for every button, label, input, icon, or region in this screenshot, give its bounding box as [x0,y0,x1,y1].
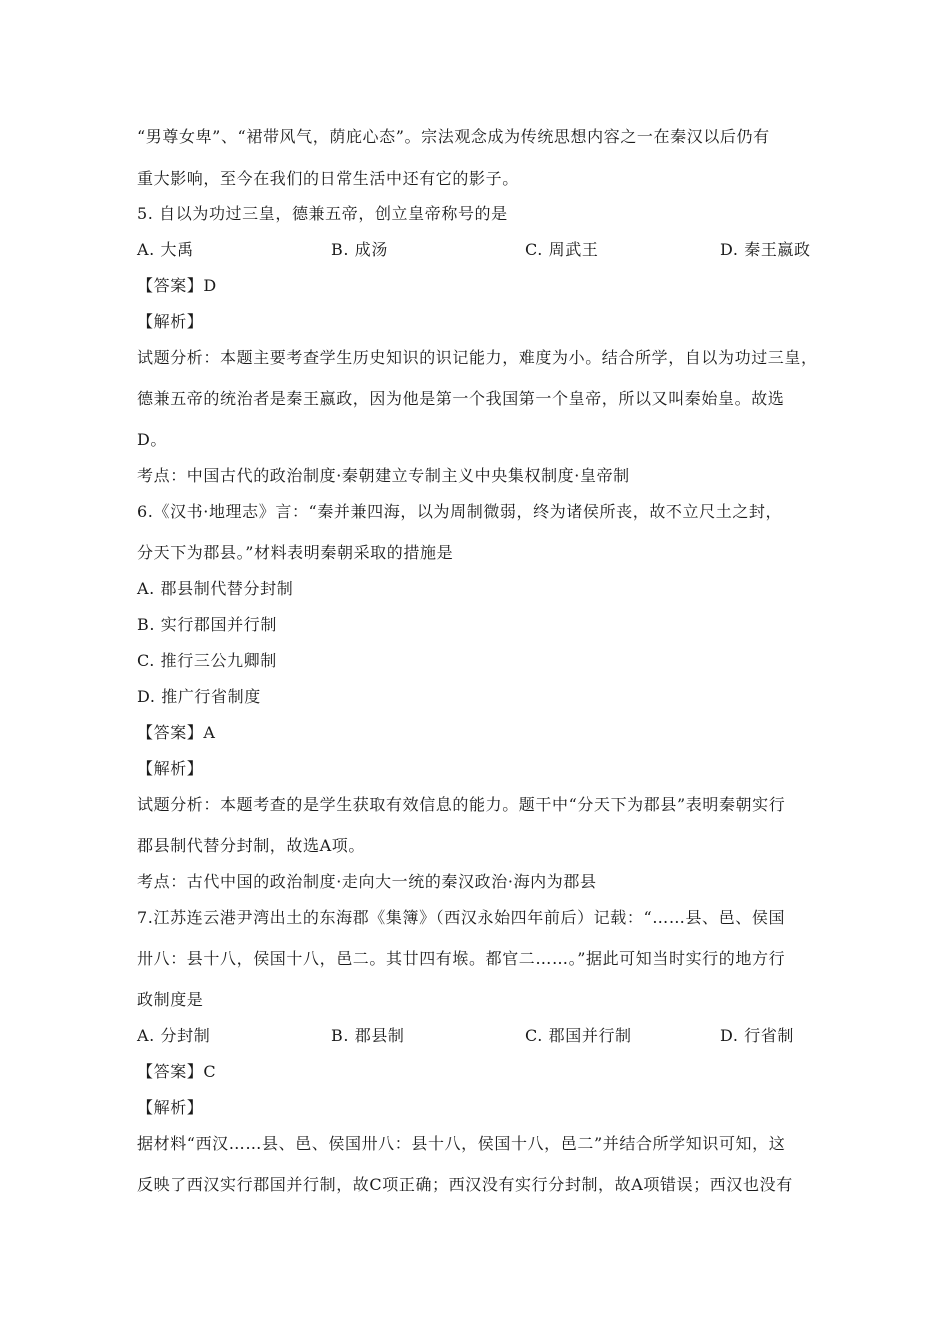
q7-option-b: B. 郡县制 [331,1026,405,1045]
answer-5: 【答案】D [137,276,217,295]
analysis-text: 德兼五帝的统治者是秦王嬴政，因为他是第一个我国第一个皇帝，所以又叫秦始皇。故选 [137,389,785,408]
analysis-text: 郡县制代替分封制，故选A项。 [137,836,365,855]
q5-option-b: B. 成汤 [331,240,388,259]
analysis-heading-5: 【解析】 [137,312,204,331]
text-line: 重大影响，至今在我们的日常生活中还有它的影子。 [137,169,519,188]
answer-7: 【答案】C [137,1062,217,1081]
analysis-text: 反映了西汉实行郡国并行制，故C项正确；西汉没有实行分封制，故A项错误；西汉也没有 [137,1175,793,1194]
analysis-text: 试题分析：本题考查的是学生获取有效信息的能力。题干中“分天下为郡县”表明秦朝实行 [137,795,786,814]
analysis-text: 试题分析：本题主要考查学生历史知识的识记能力，难度为小。结合所学，自以为功过三皇， [137,348,818,367]
q5-option-a: A. 大禹 [137,240,194,259]
analysis-text: 据材料“西汉……县、邑、侯国卅八：县十八，侯国十八，邑二”并结合所学知识可知，这 [137,1134,786,1153]
question-7-cont: 卅八：县十八，侯国十八，邑二。其廿四有堠。都官二……。”据此可知当时实行的地方行 [137,949,786,968]
analysis-text: D。 [137,430,168,449]
question-7: 7.江苏连云港尹湾出土的东海郡《集簿》（西汉永始四年前后）记载：“……县、邑、侯国 [137,908,786,927]
question-7-cont: 政制度是 [137,990,204,1009]
question-5: 5. 自以为功过三皇，德兼五帝，创立皇帝称号的是 [137,204,508,223]
q6-option-a: A. 郡县制代替分封制 [137,579,294,598]
q7-option-c: C. 郡国并行制 [525,1026,632,1045]
analysis-heading-7: 【解析】 [137,1098,204,1117]
text-line: “男尊女卑”、“裙带风气，荫庇心态”。宗法观念成为传统思想内容之一在秦汉以后仍有 [137,127,770,146]
analysis-heading-6: 【解析】 [137,759,204,778]
q6-option-c: C. 推行三公九卿制 [137,651,277,670]
answer-6: 【答案】A [137,723,216,742]
q7-option-d: D. 行省制 [720,1026,795,1045]
q7-option-a: A. 分封制 [137,1026,211,1045]
q5-option-c: C. 周武王 [525,240,599,259]
q6-option-d: D. 推广行省制度 [137,687,261,706]
q6-option-b: B. 实行郡国并行制 [137,615,277,634]
knowledge-point-5: 考点：中国古代的政治制度·秦朝建立专制主义中央集权制度·皇帝制 [137,466,630,485]
knowledge-point-6: 考点：古代中国的政治制度·走向大一统的秦汉政治·海内为郡县 [137,872,597,891]
q5-option-d: D. 秦王嬴政 [720,240,811,259]
question-6: 6.《汉书·地理志》言：“秦并兼四海，以为周制微弱，终为诸侯所丧，故不立尺土之封， [137,502,783,521]
question-6-cont: 分天下为郡县。”材料表明秦朝采取的措施是 [137,543,454,562]
